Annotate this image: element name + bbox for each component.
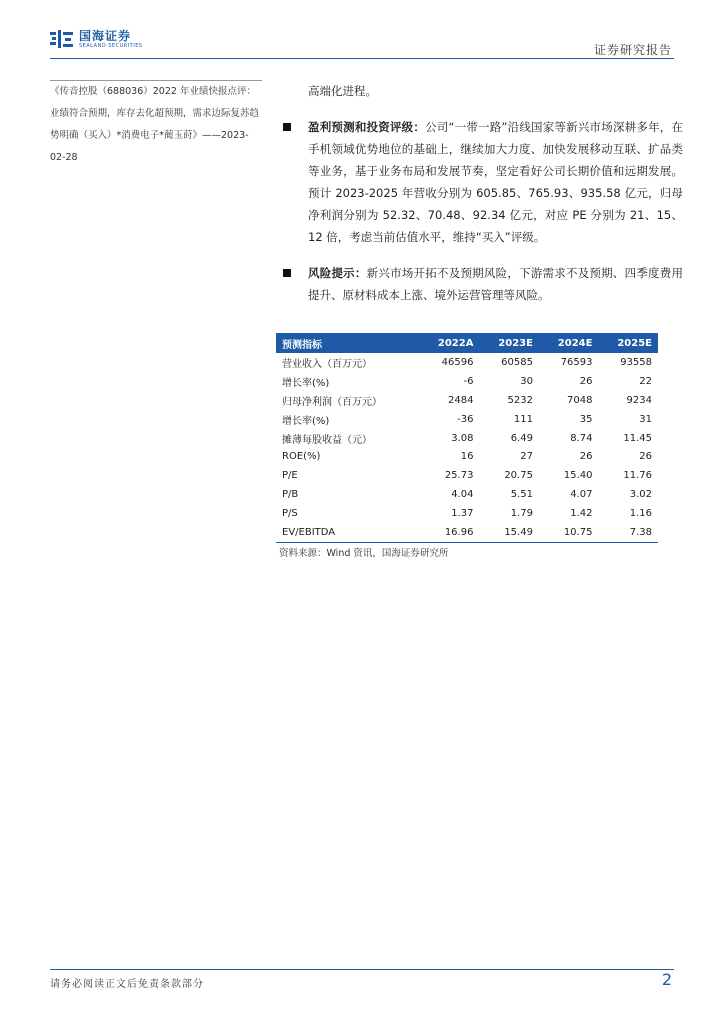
table-row-label: P/S xyxy=(282,508,298,520)
table-cell: 93558 xyxy=(620,356,652,368)
table-cell: 10.75 xyxy=(539,523,599,542)
logo-name-cn: 国海证券 xyxy=(79,29,132,43)
table-cell: 15.49 xyxy=(479,523,539,542)
table-cell: 15.40 xyxy=(563,470,593,482)
table-body xyxy=(276,353,658,542)
table-cell: 25.73 xyxy=(444,470,474,482)
logo-name-en: SEALAND SECURITIES xyxy=(79,43,143,49)
table-cell: -36 xyxy=(457,413,474,425)
table-header-cell: 2022A xyxy=(419,333,480,353)
related-report-link[interactable]: 《传音控股（688036）2022 年业绩快报点评：业绩符合预期，库存去化超预期，需求边际复苏趋势明确（买入）*消费电子*蔺玉莳》——2023-02-28 xyxy=(50,80,262,169)
table-header-cell: 2024E xyxy=(539,333,599,353)
table-cell: 1.37 xyxy=(451,508,474,520)
company-logo xyxy=(50,30,143,50)
table-cell: 2484 xyxy=(448,394,474,406)
table-row xyxy=(276,466,658,485)
forecast-text: 公司“一带一路”沿线国家等新兴市场深耕多年，在手机领域优势地位的基础上，继续加大力度、加快发展移动互联、扩品类等业务，基于业务布局和发展节奏，坚定看好公司长期价值和远期发展。预计 2023-2025 年营收分别为 605.85、765.93、935.58 亿元，归母净利润分别为 52.32、70.48、92.34 亿元，对应 PE 分别为 21、15、12 倍，考虑当前估值水平，维持“买入”评级。 xyxy=(308,120,683,244)
table-cell: 11.45 xyxy=(623,432,652,444)
table-cell: 1.16 xyxy=(629,508,652,520)
table-cell: 16 xyxy=(460,451,474,463)
table-cell: 22 xyxy=(639,375,652,387)
table-cell: 5.51 xyxy=(510,489,533,501)
header-divider xyxy=(50,58,674,59)
main-content xyxy=(283,80,683,306)
table-row xyxy=(276,391,658,410)
table-cell: 11.76 xyxy=(623,470,652,482)
page-header xyxy=(0,0,724,60)
table-row xyxy=(276,429,658,448)
table-row-label: P/B xyxy=(282,489,299,501)
table-cell: 1.42 xyxy=(570,508,593,520)
report-type: 证券研究报告 xyxy=(593,43,672,57)
table-cell: 7.38 xyxy=(598,523,658,542)
table-cell: 26 xyxy=(579,451,593,463)
square-bullet-icon xyxy=(283,123,291,131)
table-header-cell: 预测指标 xyxy=(276,333,419,353)
table-row-label: 增长率(%) xyxy=(282,377,330,389)
table-cell: 111 xyxy=(513,413,533,425)
continuation-text: 高端化进程。 xyxy=(308,84,377,98)
table-row-label: EV/EBITDA xyxy=(276,523,419,542)
table-row-label: ROE(%) xyxy=(282,451,321,463)
table-cell: 26 xyxy=(639,451,652,463)
table-cell: 3.08 xyxy=(451,432,474,444)
forecast-table xyxy=(276,333,658,543)
table-cell: 6.49 xyxy=(510,432,533,444)
footer-disclaimer: 请务必阅读正文后免责条款部分 xyxy=(50,979,204,990)
table-row-label: P/E xyxy=(282,470,298,482)
table-row xyxy=(276,353,658,372)
table-cell: 16.96 xyxy=(419,523,480,542)
page-number: 2 xyxy=(661,970,672,989)
table-cell: 26 xyxy=(579,375,593,387)
table-row xyxy=(276,410,658,429)
square-bullet-icon xyxy=(283,269,291,277)
table-row-label: 摊薄每股收益（元） xyxy=(282,434,372,446)
footer-divider xyxy=(50,969,674,970)
table-row-label: 营业收入（百万元） xyxy=(282,358,372,370)
table-row xyxy=(276,504,658,523)
table-cell: 76593 xyxy=(560,356,593,368)
table-row xyxy=(276,523,658,542)
risk-text: 新兴市场开拓不及预期风险，下游需求不及预期、四季度费用提升、原材料成本上涨、境外运营管理等风险。 xyxy=(308,266,684,302)
table-cell: 4.04 xyxy=(451,489,474,501)
table-cell: 35 xyxy=(579,413,593,425)
risk-title: 风险提示： xyxy=(308,266,367,280)
table-source: 资料来源：Wind 资讯，国海证券研究所 xyxy=(279,548,449,559)
table-row xyxy=(276,485,658,504)
table-cell: 3.02 xyxy=(629,489,652,501)
table-cell: 60585 xyxy=(501,356,533,368)
table-cell: 7048 xyxy=(567,394,593,406)
risk-paragraph xyxy=(283,262,683,306)
table-cell: 5232 xyxy=(507,394,533,406)
forecast-paragraph xyxy=(283,116,683,248)
table-cell: 46596 xyxy=(441,356,474,368)
table-cell: 1.79 xyxy=(510,508,533,520)
table-header-cell: 2025E xyxy=(598,333,658,353)
table-row-label: 增长率(%) xyxy=(282,415,330,427)
logo-mark-icon xyxy=(50,30,74,50)
forecast-title: 盈利预测和投资评级： xyxy=(308,120,426,134)
table-cell: 31 xyxy=(639,413,652,425)
table-cell: 20.75 xyxy=(504,470,533,482)
table-row xyxy=(276,372,658,391)
table-row xyxy=(276,447,658,466)
table-cell: -6 xyxy=(463,375,474,387)
table-header-cell: 2023E xyxy=(479,333,539,353)
table-cell: 27 xyxy=(520,451,533,463)
table-cell: 30 xyxy=(520,375,533,387)
table-cell: 4.07 xyxy=(570,489,593,501)
table-row-label: 归母净利润（百万元） xyxy=(282,396,382,408)
table-cell: 9234 xyxy=(626,394,652,406)
table-header-row xyxy=(276,333,658,353)
table-cell: 8.74 xyxy=(570,432,593,444)
